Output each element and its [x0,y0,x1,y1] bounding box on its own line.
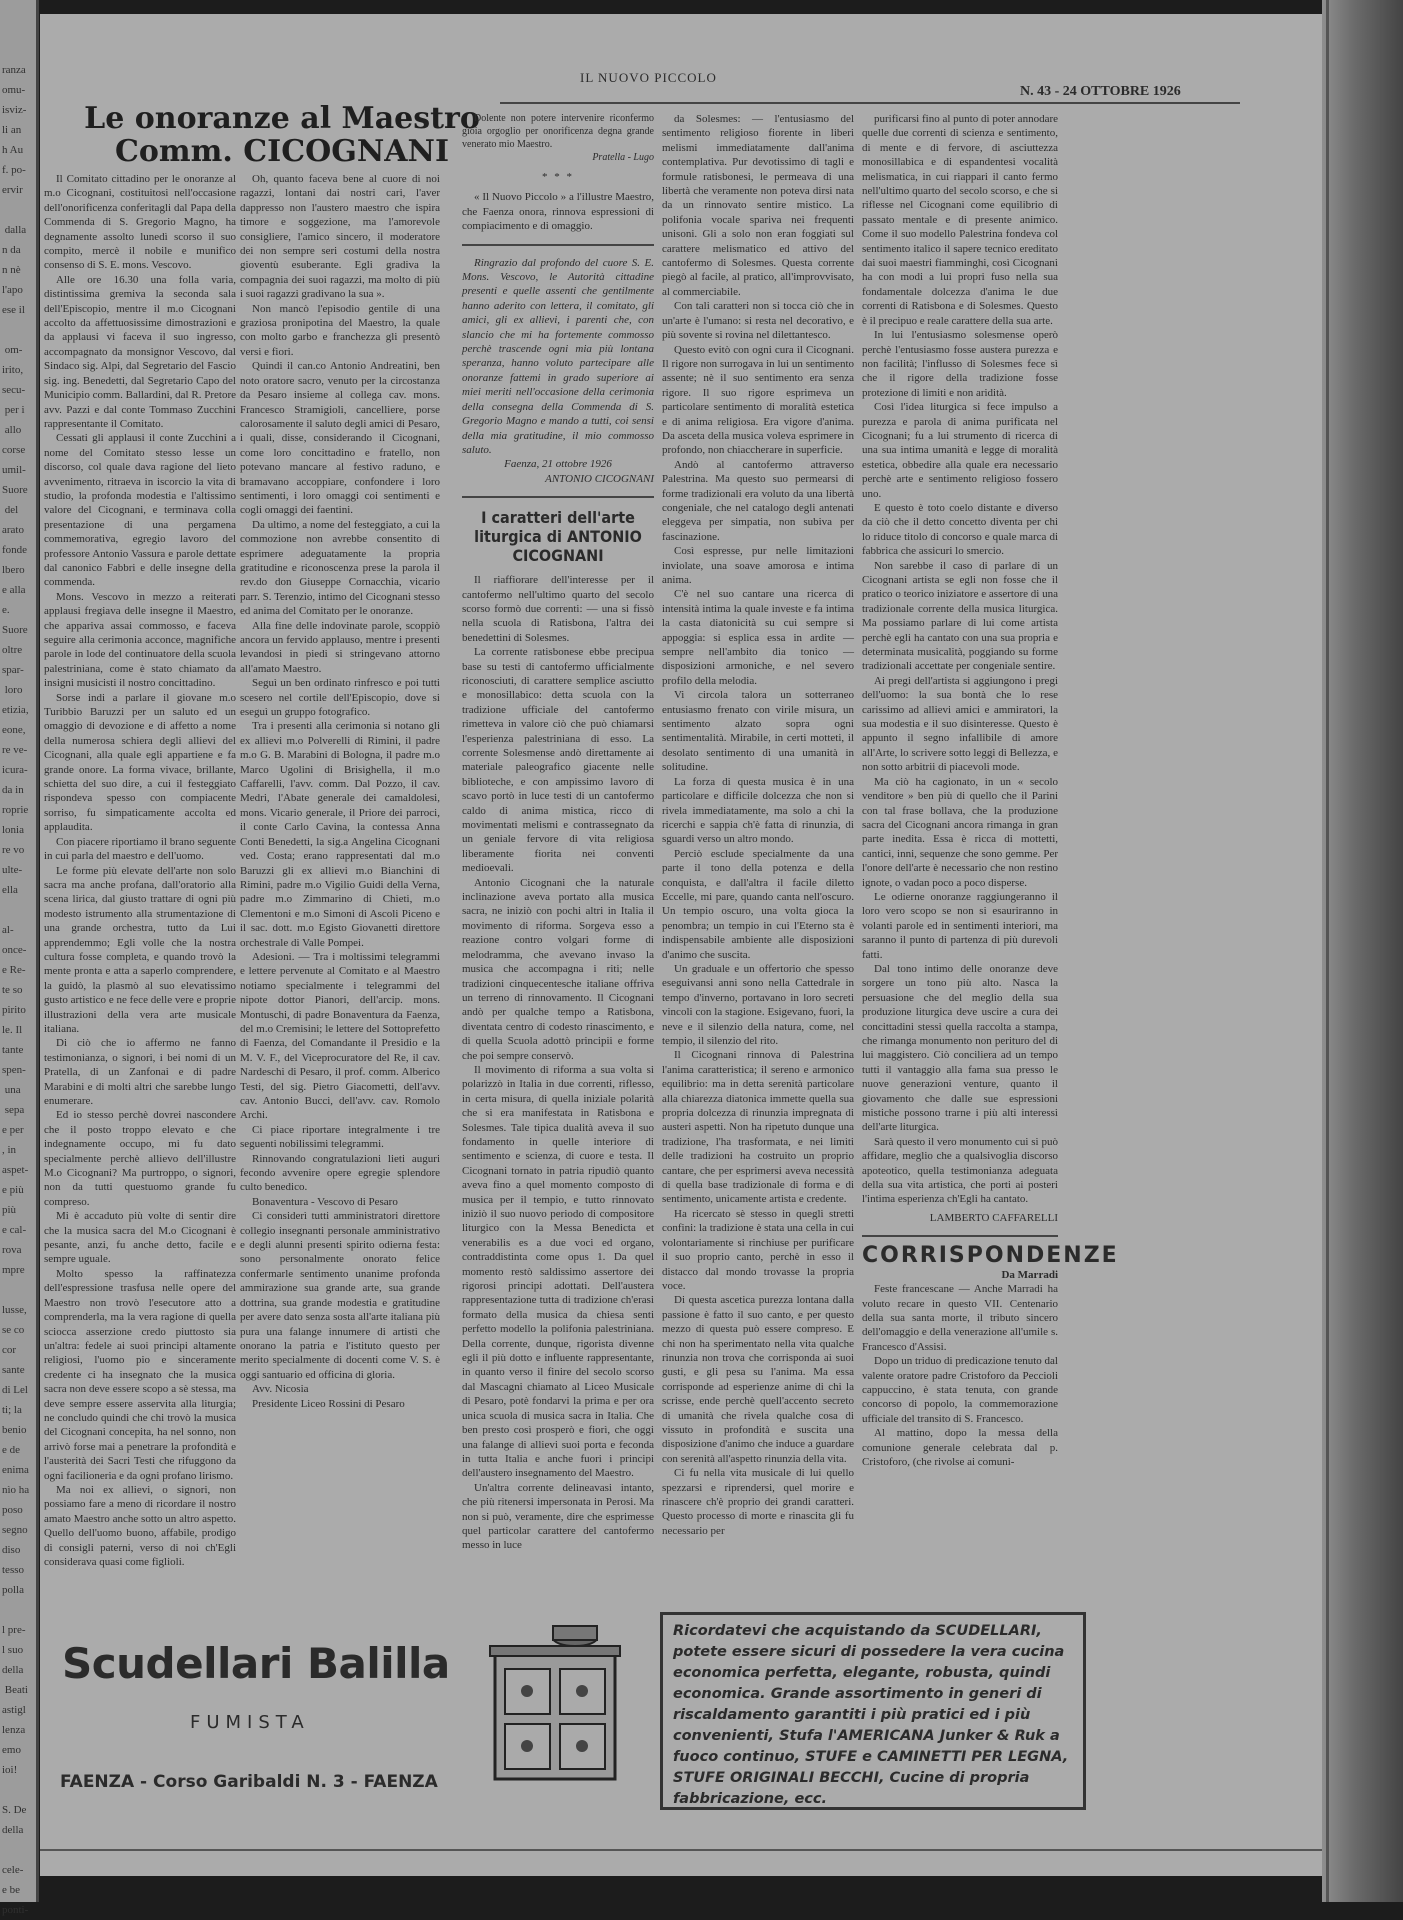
correspondence-body [862,1282,1058,1469]
paragraph: La corrente ratisbonese ebbe precipua base su testi di cantofermo ufficialmente riconosciuti, di carattere semplice asciutto e monosillabico: detta scuola con la tradizione ufficiale del cantofermo rimetteva in valore ciò che può chiamarsi l'esperienza palestriniana di esso. La corrente Solesmense andò direttamente ai materiale paleografico giacente nelle biblioteche, e con ampissimo lavoro di scavo portò in luce testi di un cantofermo caldo di anima mistica, ricco di movimentati melismi e contrassegnato da un geniale fervore di vita religiosa liberamente fiorita nei conventi medioevali. [462,646,654,875]
divider [862,1235,1058,1237]
paragraph: Ma ciò ha cagionato, in un « secolo venditore » ben più di quello che il Parini con tal frase bollava, che la produzione sacra del Cicognani ancora rimanga in gran parte inedita. Essa è ricca di mottetti, cantici, inni, sequenze che sono gemme. Per l'onore dell'arte è necessario che non restino ignote, o vadan poco a poco disperse. [862,775,1058,889]
paragraph: Avv. Nicosia [252,1383,309,1396]
paragraph: Dopo un triduo di predicazione tenuto dal valente oratore padre Cristoforo da Peccioli cappuccino, è stata tenuta, con grande concorso di popolo, la commemorazione ufficiale del transito di S. Francesco. [862,1355,1058,1425]
ad-subtitle: FUMISTA [190,1712,310,1733]
article-column-3 [462,112,654,1672]
paragraph: Antonio Cicognani che la naturale inclinazione aveva portato alla musica sacra, ne iniziò con pochi altri in Italia il movimento di riforma. Sorgeva esso a reazione contro volgari forme di melodramma, che avevano invaso la musica che accompagna i riti; nelle tradizioni cinquecentesche italiane offriva un terreno di rinnovamento. Il Cicognani andò per qualche tempo a Ratisbona, diventata centro di codesto rinascimento, e di quella Scuola adottò principii e forme che poi sempre conservò. [462,876,654,1062]
paragraph: Le odierne onoranze raggiungeranno il loro vero scopo se non si esauriranno in volanti parole ed in sentimenti interiori, ma saranno il punto di partenza di più durevoli fatti. [862,890,1058,961]
paragraph: Un graduale e un offertorio che spesso eseguivansi anni sono nella Cattedrale in tempo d'inverno, portavano in loro secreti vincoli con la stagione. Esigevano, fuori, la neve e il silenzio della natura, come, nel tempio, il silenzio del rito. [662,962,854,1047]
adjacent-page-text: ranza omu- isviz- li an h Au f. po- ervir dalla n da n nè l'apo ese il om- irito, secu- per i allo corse umil- Suore del arato fonde lbero e alla e. Suore oltre spar- loro etizia, eone, re ve- icura- da in roprie lonia re vo ulte- ella al- once- e Re- te so pirito le. Il tante spen- una sepa e per , in aspet- e più più e cal- rova mpre lusse, se co cor sante di Lel ti; la benio e de enima nìo ha poso segno diso tesso polla l pre- l suo della Beati astigl lenza emo ioi! S. De della cele- e be ponti- [2,64,30,1916]
paragraph: Adesioni. — Tra i moltissimi telegrammi e lettere pervenute al Comitato e al Maestro notiamo specialmente i telegrammi del nipote dottor Pianori, dell'arcip. mons. Montuschi, di padre Bonaventura da Faenza, del m.o Cremisini; le lettere del Sottoprefetto di Faenza, del Comandante il Presidio e la M. V. F., del Viceprocuratore del Re, il cav. Nardeschi di Pesaro, il prof. comm. Alberico Testi, del sig. Pietro Giacometti, dell'avv. cav. Antonio Bucci, dell'avv. cav. Romolo Archi. [240,950,440,1122]
paragraph: Non sarebbe il caso di parlare di un Cicognani artista se egli non fosse che il pratico o teorico iniziatore e assertore di una tradizionale corrente della musica liturgica. Ma possiamo parlare di lui come artista perchè egli ha cantato con una sua propria e determinata musicalità, poggiando su forme tradizionali accettate per congeniale sentire. [862,559,1058,673]
paragraph: Molto spesso la raffinatezza dell'espressione trasfusa nelle opere del Maestro non trovò l'esecutore atto a comprenderla, ma la vera ragione di quella sciocca asserzione credo piuttosto sia un'altra: fedele ai suoi principi altamente religiosi, l'uomo pio e sinceramente credente ci ha insegnato che la musica sacra non deve essere scopo a sè stessa, ma deve sempre essere asservita alla liturgia; ne concludo quindi che chi trovò la musica del Cicognani concepita, ha nel sonno, non arrivò forse mai a penetrare la profondità e l'austerità dei Sacri Testi che rifuggono da ogni facilioneria e da ogni profano lirismo. [44,1267,236,1482]
paragraph: Di ciò che io affermo ne fanno testimonianza, o signori, i bei nomi di un Pratella, di un Zanfonai e di padre Marabini e di molti altri che sarebbe lungo enumerare. [44,1037,236,1107]
correspondence-title: CORRISPONDENZE [862,1243,1119,1269]
newspaper-name: IL NUOVO PICCOLO [580,70,717,85]
telegram-text: Dolente non potere intervenire riconfermo gioia orgoglio per onorificenza degna grande venerato mio Maestro. [462,113,654,150]
paragraph: Non mancò l'episodio gentile di una graziosa pronipotina del Maestro, la quale con molto garbo e franchezza gli presentò versi e fiori. [240,302,440,358]
book-binding [1322,0,1403,1902]
paragraph: Un'altra corrente delineavasi intanto, che più ritenersi impersonata in Perosi. Ma non si può, veramente, dire che esprimesse quel particolar carattere del cantofermo messo in luce [462,1481,654,1552]
paragraph: Alla fine delle indovinate parole, scoppiò ancora un fervido applauso, mentre i presenti levandosi in piedi si stringevano attorno all'amato Maestro. [240,619,440,675]
paragraph: Ha ricercato sè stesso in quegli stretti confini: la tradizione è stata una cella in cui volontariamente si rinchiuse per purificare il suo proprio canto, perchè in esso il distacco dal mondo trovasse la propria voce. [662,1207,854,1292]
paragraph: Presidente Liceo Rossini di Pesaro [252,1397,405,1410]
thanks-signature: ANTONIO CICOGNANI [545,472,654,485]
author-signature: LAMBERTO CAFFARELLI [929,1211,1058,1224]
paragraph: Mi è accaduto più volte di sentir dire che la musica sacra del M.o Cicognani è pesante, anzi, fu anche detto, facile e sempre uguale. [44,1210,236,1266]
article-title: Le onoranze al Maestro Comm. CICOGNANI [84,101,480,169]
paragraph: Da ultimo, a nome del festeggiato, a cui la commozione non avrebbe consentito di esprimere adeguatamente la propria gratitudine e riconoscenza prese la parola il rev.do don Giuseppe Cornacchia, vicario parr. S. Terenzio, intimo del Cicognani stesso ed anima del Comitato per le onoranze. [240,518,440,618]
paragraph: Feste francescane — Anche Marradi ha voluto recare in questo VII. Centenario della sua santa morte, il tributo sincero dell'omaggio e della venerazione all'umile s. Francesco d'Assisi. [862,1283,1058,1353]
paragraph: Quindi il can.co Antonio Andreatini, ben noto oratore sacro, venuto per la circostanza da Pesaro insieme al collega cav. mons. Francesco Stramigioli, cancelliere, porse calorosamente il saluto degli amici di Pesaro, i quali, disse, considerando il Cicognani, come loro concittadino e fratello, non potevano mancare al festivo raduno, e bramavano accoppiare, confondere i loro sentimenti, i loro omaggi coi sentimenti e cogli omaggi dei faentini. [240,360,440,517]
advertisement-right: Ricordatevi che acquistando da SCUDELLARI, potete essere sicuri di possedere la vera cucina economica perfetta, elegante, robusta, quindi economica. Grande assortimento in generi di riscaldamento garantiti i più pratici ed i più convenienti, Stufa l'AMERICANA Junker & Ruk a fuoco continuo, STUFE e CAMINETTI PER LEGNA, STUFE ORIGINALI BECCHI, Cucine di propria fabbricazione, ecc. [660,1612,1086,1810]
paragraph: E questo è toto coelo distante e diverso da ciò che il detto concetto diventa per chi lo riduce titolo di concorso e quale marca di fabbrica che assicuri lo smercio. [862,501,1058,558]
newspaper-page [40,14,1322,1876]
stove-illustration [490,1624,620,1784]
paragraph: Sorse indi a parlare il giovane m.o Turibbio Baruzzi per un saluto ed un omaggio di devozione e di affetto a nome della numerosa schiera degli allievi del Cicognani, alla quale egli appartiene e fa grande onore. La forma vivace, brillante, schietta del suo dire, a cui il festeggiato rispondeva spesso con compiacente sorriso, fu simpaticamente accolta ed applaudita. [44,691,236,834]
paragraph: Perciò esclude specialmente da una parte il tono della potenza e della conquista, e dall'altra il facile diletto Eccelle, mi pare, quando canta nell'oscuro. Un tempio oscuro, una volta gioca la penombra; un tempio in cui l'Eterno sta è indispensabile ambiente alle disposizioni d'animo che suscita. [662,847,854,961]
paragraph: La forza di questa musica è in una particolare e difficile dolcezza che non si rivela immediatamente, ma solo a chi la ricerchi e sappia ch'è fatta di rinunzia, di sguardi verso un altro mondo. [662,775,854,846]
divider [462,244,654,246]
paragraph: Vi circola talora un sotterraneo entusiasmo frenato con virile misura, un sentimento alzato sopra ogni sentimentalità. Mirabile, in certi motteti, il desolato sentimento di una umanità in solitudine. [662,689,854,774]
paragraph: Con piacere riportiamo il brano seguente in cui parla del maestro e dell'uomo. [44,835,236,863]
paragraph: Così l'idea liturgica si fece impulso a purezza e parola di anima purificata nel Cicognani; fu a lui strumento di ricerca di una sua intima umanità e legge di moralità estetica, obbedire alla quale era necessario perchè arte e sentimento religioso fossero uno. [862,401,1058,500]
adjacent-page-fragment [0,0,39,1916]
advertisement-left [50,1604,480,1824]
divider [462,496,654,498]
paragraph: Le forme più elevate dell'arte non solo sacra ma anche profana, dall'oratorio alla scena lirica, dal giusto trattare di ogni più modesto istrumento alla strumentazione di una grande orchestra, tutto da Lui apprendemmo; Egli volle che la nostra cultura fosse completa, e quando trovò la mente pronta e atta a saperlo comprendere, la guidò, la plasmò al suo elevatissimo gusto artistico e ne fece delle vere e proprie illustrazioni della vera arte musicale italiana. [44,864,236,1035]
paragraph: Ai pregi dell'artista si aggiungono i pregi dell'uomo: la sua bontà che lo rese carissimo ad allievi amici e ammiratori, la sua modestia e il suo disinteresse. Questo è appunto il segno infallibile di amore all'Arte, lo scrivere sotto leggi di Bellezza, e non sotto arbitrii di piacevoli mode. [862,674,1058,774]
paragraph: Ma noi ex allievi, o signori, non possiamo fare a meno di ricordare il nostro amato Maestro anche sotto un altro aspetto. Quello dell'uomo buono, affabile, prodigo di consigli paterni, verso di noi ch'Egli considerava quasi come figlioli. [44,1483,236,1568]
paragraph: Di questa ascetica purezza lontana dalla passione è fatto il suo canto, e per questo mezzo di questa può essere compreso. E chi non ha sperimentato nella vita qualche rinunzia non trova che corrisponda ai suoi gusti, e gli pesa su l'anima. Ma essa corrisponde ad esperienze anime di chi la scrisse, ende perchè quell'accento secreto di umanità che rivela qualche cosa di vissuto in profondità e suscita una disposizione d'animo che induce a guardare con serenità all'aspetto rinunzia della vita. [662,1294,854,1465]
paragraph: Il Comitato cittadino per le onoranze al m.o Cicognani, costituitosi nell'occasione dell'onorificenza conferitagli dal Papa della Commenda di S. Gregorio Magno, ha degnamente assolto lunedì scorso il suo compito, mercè il nobile e munifico consenso di S. E. mons. Vescovo. [44,173,236,272]
header-rule [500,102,1240,104]
binding-stripe [1380,0,1383,1902]
paragraph: Alle ore 16.30 una folla varia, distintissima gremiva la seconda sala dell'Episcopio, mentre il m.o Cicognani accolto da affettuosissime dimostrazioni e da applausi vi faceva il suo ingresso, accompagnato da monsignor Vescovo, dal Sindaco sig. Alpi, dal Segretario del Fascio sig. ing. Benedetti, dal Segretario Capo del Municipio comm. Ballardini, dal R. Pretore avv. Pazzi e dal conte Tommaso Zucchini rappresentante il Comitato. [44,273,236,430]
ad-address: FAENZA - Corso Garibaldi N. 3 - FAENZA [60,1772,438,1792]
paragraph: purificarsi fino al punto di poter annodare quelle due correnti di scienza e sentimento, di mente e di fervore, di asciuttezza monosillabica e di espandentesi vocalità melismatica, in cui riappari il canto fermo nell'ultimo quarto del secolo scorso, e che si riflesse nel Cicognani come equilibrio di passato mentale e di presente animico. Come il suo modello Palestrina fondeva col sentimento italico il sapere tecnico ereditato dai suoi maestri fiamminghi, così Cicognani ha con modi a lui propri fuso nella sua fondamentale dolcezza d'anima le due correnti di Ratisbona e di Solesmes. Questo è il precipuo e reale carattere della sua arte. [862,113,1058,327]
page-bottom-rule [40,1849,1322,1851]
paragraph: Al mattino, dopo la messa della comunione generale celebrata dal p. Cristoforo, (che rivolse ai comuni- [862,1427,1058,1468]
paragraph: Con tali caratteri non si tocca ciò che in un'arte è l'umano: si resta nel decorativo, e più sovente si rovina nel dilettantesco. [662,300,854,342]
paragraph: Ed io stesso perchè dovrei nascondere che il posto troppo elevato e che indegnamente occupo, mi fu dato specialmente perchè allievo dell'illustre M.o Cicognani? Ma purtroppo, o signori, non da tutti questuomo grande fu compreso. [44,1109,236,1208]
article-column-5 [862,112,1119,1672]
paragraph: Oh, quanto faceva bene al cuore di noi ragazzi, lontani dai nostri cari, l'aver dappresso non l'austero maestro che ispira timore e soggezione, ma l'amorevole consigliere, l'amico sincero, il moderatore dei non sempre seri costumi della nostra gioventù esuberante. Egli gradiva la compagnia dei suoi ragazzi, ma molto di più i suoi ragazzi gradivano la sua ». [240,173,440,301]
paragraph: Ci considerì tutti amministratori direttore collegio insegnanti personale amministrativo e degli alunni presenti spirito odierna festa: sono personalmente onorato felice confermarle sentimento unanime profonda ammirazione sua grande arte, sua grande dottrina, sua grande modestia e gratitudine per avere dato senza sosta all'arte italiana più pura una falange innumere di artisti che onorano la patria e l'istituto questo per merito specialmente di docenti come V. S. è oggi santuario ed officina di gloria. [240,1210,440,1381]
section-body [462,573,654,1553]
paragraph: Ci piace riportare integralmente i tre seguenti nobilissimi telegrammi. [240,1123,440,1151]
article-column-2 [240,172,440,1632]
paragraph: Sarà questo il vero monumento cui si può affidare, meglio che a qualsivoglia discorso apoteotico, quella testimonianza adeguata della sua vita artistica, che porti ai posteri l'intima esperienza ch'Egli ha cantato. [862,1135,1058,1206]
correspondence-place: Da Marradi [1001,1268,1058,1281]
paragraph: da Solesmes: — l'entusiasmo del sentimento religioso fiorente in liberi melismi immediatamente dall'anima contemplativa. Pur devotissimo di tagli e formule ratisbonesi, le permeava di una libertà che veramente non poteva dirsi nata da un rinnovato sentire mistico. La polifonia vocale spariva nei frequenti unisoni. Gli a solo non eran foggiati sul carattere melismatico ed attivo del cantofermo di Solesmes. Questa corrente piegò al facile, al pratico, all'improvvisato, al commerciabile. [662,113,854,298]
paragraph: Mons. Vescovo in mezzo a reiterati applausi fregiava delle insegne il Maestro, che appariva assai commosso, e faceva seguire alla cerimonia acconce, magnifiche parole in lode del continuatore della scuola palestriniana, come è stato chiamato da insigni musicisti il nostro concittadino. [44,590,236,690]
separator-stars: * * * [542,171,574,183]
paragraph: Così espresse, pur nelle limitazioni inviolate, una soave amorosa e intima anima. [662,545,854,586]
article-column-4 [662,112,854,1672]
issue-date: N. 43 - 24 OTTOBRE 1926 [1020,84,1181,99]
paragraph: Il riaffiorare dell'interesse per il cantofermo nell'ultimo quarto del secolo scorso formò due correnti: — una si fissò nella scuola di Ratisbona, l'altra dei benedettini di Solesmes. [462,574,654,644]
thanks-date: Faenza, 21 ottobre 1926 [504,458,612,471]
paragraph: In lui l'entusiasmo solesmense operò perchè l'entusiasmo fosse austera purezza e non facilità; l'influsso di Solesmes fece sì che il rigore della tradizione fosse protezione di limiti e non aridità. [862,329,1058,399]
paragraph: « Il Nuovo Piccolo » a l'illustre Maestro, che Faenza onora, rinnova espressioni di compiacimento e di omaggio. [462,191,654,233]
paragraph: Seguì un ben ordinato rinfresco e poi tutti scesero nel cortile dell'Episcopio, dove si eseguì un gruppo fotografico. [240,677,440,719]
paragraph: Tra i presenti alla cerimonia si notano gli ex allievi m.o Polverelli di Rimini, il padre m.o G. B. Marabini di Bologna, il padre m.o Marco Ugolini di Brisighella, il m.o Caffarelli, l'avv. comm. Dal Pozzo, il cav. Medri, l'Abate generale dei camaldolesi, mons. Vicario generale, il Priore dei parroci, il conte Carlo Cavina, la contessa Anna Conti Benedetti, la sig.a Angelina Cicognani ved. Costa; erano rappresentati dal m.o Baruzzi gli ex allievi m.o Bianchini di Rimini, padre m.o Vigilio Guidi della Verna, padre m.o Zimmarino di Chieti, m.o Clementoni e m.o Simoni di Ascoli Piceno e il sac. dott. m.o Egisto Giovanetti direttore orchestrale di Valle Pompei. [240,720,440,949]
paragraph: Rinnovando congratulazioni lieti auguri fecondo avvenire opere egregie splendore culto benedico. [240,1152,440,1194]
section-title: I caratteri dell'arte liturgica di ANTONIO CICOGNANI [474,508,642,566]
paragraph: Ci fu nella vita musicale di lui quello spezzarsi e riprendersi, quel morire e rinascere ch'è proprio dei grandi caratteri. Questo processo di morte e rinascita gli fu necessario per [662,1467,854,1537]
binding-stripe [1326,0,1329,1902]
thanks-note: Ringrazio dal profondo del cuore S. E. Mons. Vescovo, le Autorità cittadine presenti e quelle assenti che gentilmente hanno aderito con lettera, il comitato, gli amici, gli ex allievi, i parenti che, con slancio che mi ha fortemente commosso perchè trascende ogni mia più lontana speranza, hanno voluto partecipare alle onoranze fattemi in grado superiore ai miei meriti nell'occasione della cerimonia della consegna della Commenda di S. Gregorio Magno e mando a tutti, coi sensi della mia gratitudine, il mio commosso saluto. [462,256,654,456]
article-column-1 [44,172,236,1632]
paragraph: Dal tono intimo delle onoranze deve sorgere un tono più alto. Nasca la persuasione che del meglio della sua produzione liturgica deve uscire a cura dei concittadini stessi quella raccolta a stampa, che rimanga monumento non perituro del di lui maggistero. Ciò conciliera ad un tempo tutti il vantaggio alla fama sua presso le nuove generazioni venture, quanto il giovamento che dalle sue espressioni mistiche possono trarne i più alti interessi dell'arte liturgica. [862,962,1058,1134]
paragraph: Cessati gli applausi il conte Zucchini a nome del Comitato stesso lesse un discorso, col quale dava ragione del lieto avvenimento, ritraeva in iscorcio la vita di studio, la profonda modestia e l'altissimo valore del Cicognani, e terminava colla presentazione di una pergamena commemorativa, egregio lavoro del professore Antonio Vassura e parole dettate dal canonico Fabbri e delle insegne della commenda. [44,432,236,589]
paragraph: Andò al cantofermo attraverso Palestrina. Ma questo suo permearsi di forme tradizionali era voluto da una libertà congeniale, che nel catalogo degli antenati eleggeva per simpatia, non subiva per fascinazione. [662,458,854,543]
paragraph: Il movimento di riforma a sua volta si polarizzò in Italia in due correnti, riflesso, in certa misura, di quella iniziale polarità che si era manifestata in Ratisbona e Solesmes. Tale tipica dualità aveva il suo fondamento in quelle interiore di sentimento e scienza, di cuore e testa. Il Cicognani tornato in patria ripudiò quanto aveva fino a quel momento composto di musica per il tempio, e tutto rinnovato iniziò il suo nuovo periodo di compositore liturgico con la Messa Benedicta et venerabilis es a due voci ed organo, contraddistinta come opus 1. Da quel momento restò saldissimo assertore dei rigorosi principi adottati. Dell'austera rappresentazione tutta di tradizione ch'erasi formato della musica da chiesa senti perfetto modello la polifonia palestriniana. Della corrente, dunque, rigorista divenne egli il più dotto e influente rappresentante, in quanto verso il finire del secolo scorso dal Mascagni chiamato al Liceo Musicale di Pesaro, potè fondarvi la prima e per ora unica scuola di musica sacra in Italia. Che ben presto così prosperò e fiorì, che oggi una falange di allievi suoi porta e feconda in tutta Italia e anche fuori i principi dell'austero insegnamento del Maestro. [462,1063,654,1480]
column-body [862,112,1058,1207]
paragraph: Bonaventura - Vescovo di Pesaro [252,1195,398,1208]
telegram-signature: Pratella - Lugo [592,152,654,163]
paragraph: C'è nel suo cantare una ricerca di intensità intima la quale investe e fa intima la casta diatonicità su cui sempre si appoggia: si esplica essa in ardite — sempre nell'ambito dia tonico — disposizioni armoniche, e nel severo profilo della melodia. [662,588,854,687]
ad-brand-name: Scudellari Balilla [62,1639,450,1688]
paragraph: Il Cicognani rinnova di Palestrina l'anima caratteristica; il sereno e armonico equilibrio: ma in detta serenità particolare alla chiarezza diatonica immette quella sua propria dolcezza di rinunzia impregnata di austeri aspetti. Non ha ripetuto dunque una tradizione, l'ha trasformata, e nei limiti delle tradizioni ha costruito un proprio cantare, che per esprimersi aveva necessità di quella base tradizionale di forma e di sentimento, unicamente artista e credente. [662,1049,854,1206]
paragraph: Questo evitò con ogni cura il Cicognani. Il rigore non surrogava in lui un sentimento assente; nè il suo sentimento era senza rigore. Il suo rigore esprimeva un particolare sentimento di moralità estetica e di anima religiosa. Era vigore d'anima. Da asceta della musica voleva esprimere in profondo, non chiaccherare in superficie. [662,343,854,457]
